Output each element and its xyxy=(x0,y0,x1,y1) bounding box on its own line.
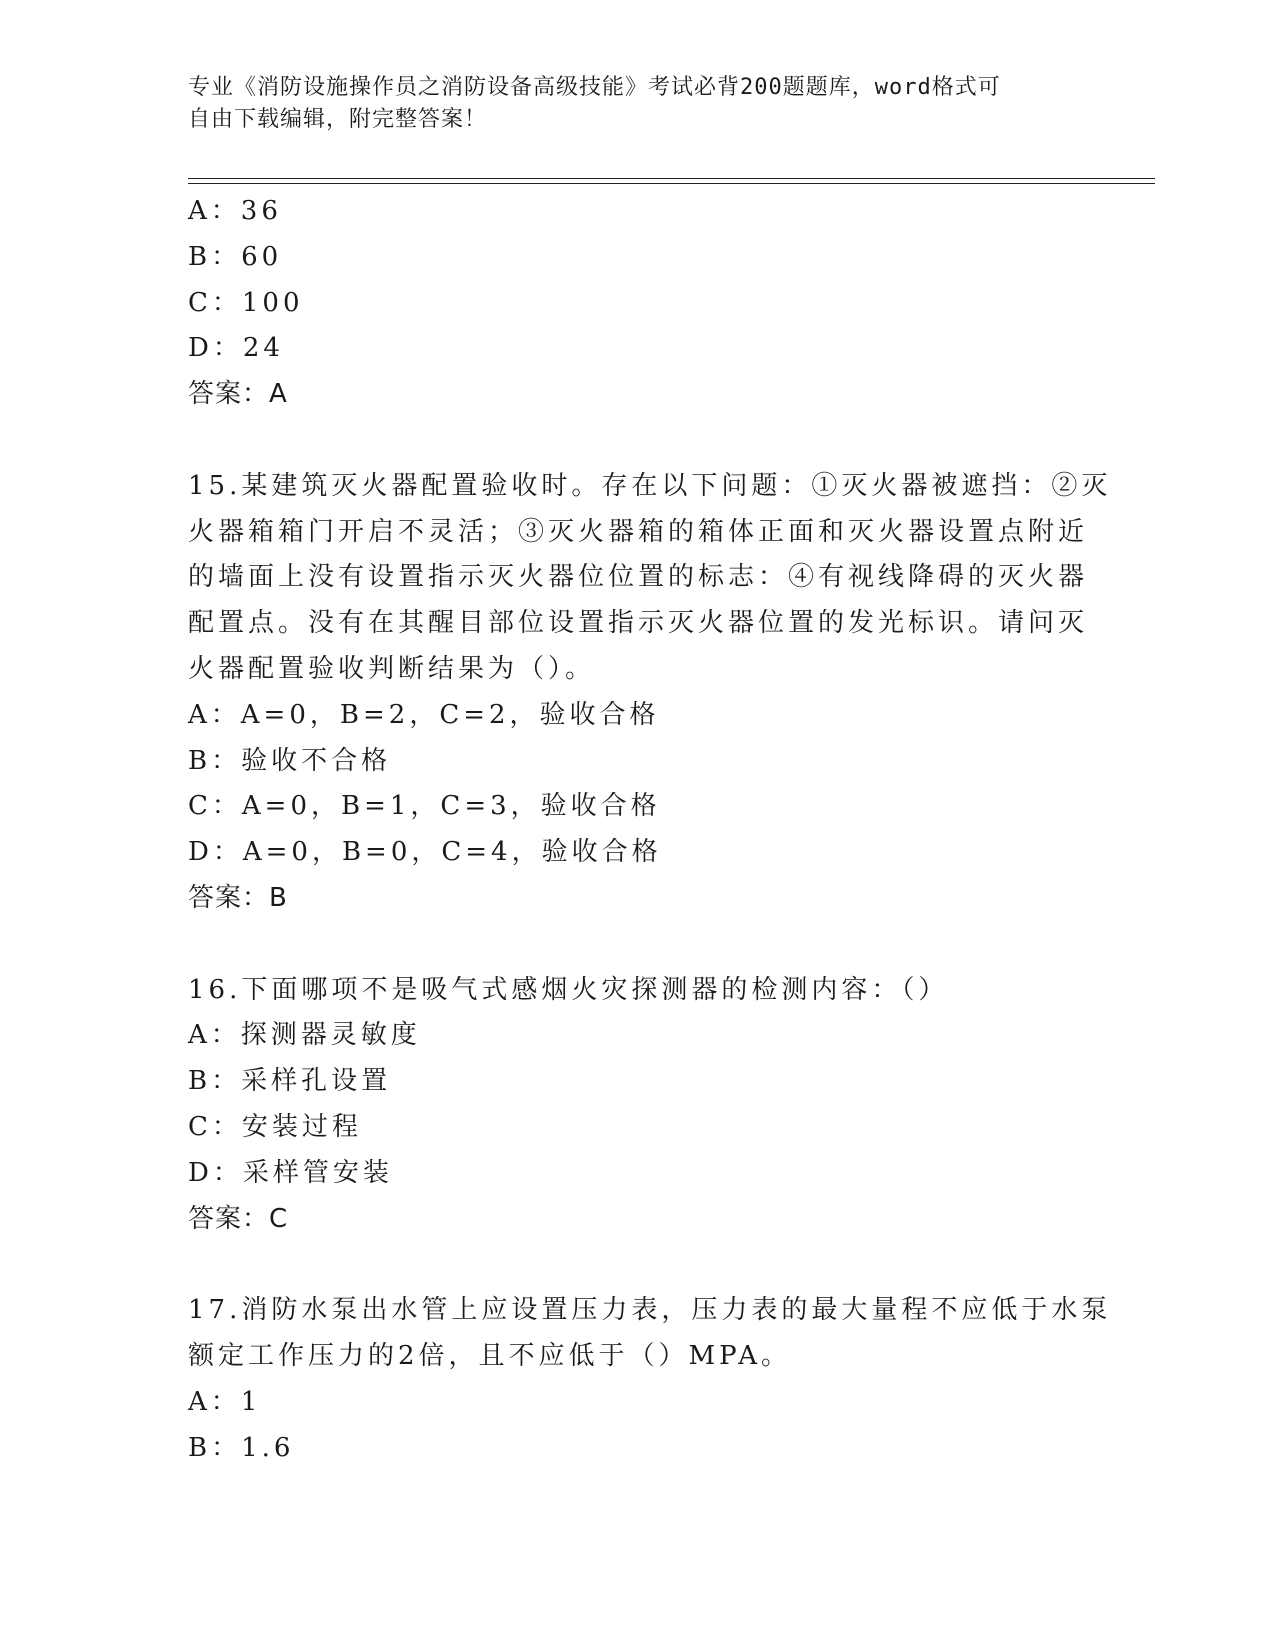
question-stem-line: 火器箱箱门开启不灵活；③灭火器箱的箱体正面和灭火器设置点附近 xyxy=(188,516,1089,547)
option-c: C：A=0，B=1，C=3，验收合格 xyxy=(188,791,661,822)
option-d: D：采样管安装 xyxy=(188,1157,393,1188)
option-a: A：1 xyxy=(188,1386,262,1417)
question-stem-line: 配置点。没有在其醒目部位设置指示灭火器位置的发光标识。请问灭 xyxy=(188,608,1089,639)
option-b: B：60 xyxy=(188,241,283,272)
question-stem-line: 的墙面上没有设置指示灭火器位位置的标志：④有视线降碍的灭火器 xyxy=(188,562,1089,593)
spacer xyxy=(188,418,1088,464)
option-b: B：采样孔设置 xyxy=(188,1066,392,1097)
option-a: A：探测器灵敏度 xyxy=(188,1020,421,1051)
question-stem-line: 火器配置验收判断结果为（）。 xyxy=(188,653,596,684)
question-stem-line: 17.消防水泵出水管上应设置压力表，压力表的最大量程不应低于水泵 xyxy=(188,1295,1112,1326)
header-line: 专业《消防设施操作员之消防设备高级技能》考试必背200题题库，word格式可 xyxy=(188,75,1001,100)
question-15 xyxy=(188,464,1112,922)
option-b: B：1.6 xyxy=(188,1432,295,1463)
option-a: A：36 xyxy=(188,196,282,226)
option-d: D：24 xyxy=(188,333,284,364)
question-stem-line: 15.某建筑灭火器配置验收时。存在以下问题：①灭火器被遮挡：②灭 xyxy=(188,470,1112,501)
spacer xyxy=(188,1242,1088,1288)
answer-label: 答案：A xyxy=(188,379,288,410)
option-a: A：A=0，B=2，C=2，验收合格 xyxy=(188,699,660,730)
header-line: 自由下载编辑，附完整答案！ xyxy=(188,107,488,132)
question-stem-line: 16.下面哪项不是吸气式感烟火灾探测器的检测内容：（） xyxy=(188,974,949,1005)
option-d: D：A=0，B=0，C=4，验收合格 xyxy=(188,837,662,868)
spacer xyxy=(188,922,1088,968)
document-header xyxy=(188,72,1068,136)
question-list xyxy=(188,189,1112,1471)
option-c: C：安装过程 xyxy=(188,1111,362,1142)
answer-label: 答案：C xyxy=(188,1203,289,1234)
question-stem-line: 额定工作压力的2倍，且不应低于（）MPA。 xyxy=(188,1340,792,1371)
header-divider-thick xyxy=(188,178,1155,179)
header-divider-thin xyxy=(188,183,1155,184)
question-17 xyxy=(188,1288,1112,1471)
option-c: C：100 xyxy=(188,287,304,318)
option-b: B：验收不合格 xyxy=(188,745,392,776)
question-16 xyxy=(188,968,1088,1243)
question-14 xyxy=(188,189,1088,418)
answer-label: 答案：B xyxy=(188,882,288,913)
